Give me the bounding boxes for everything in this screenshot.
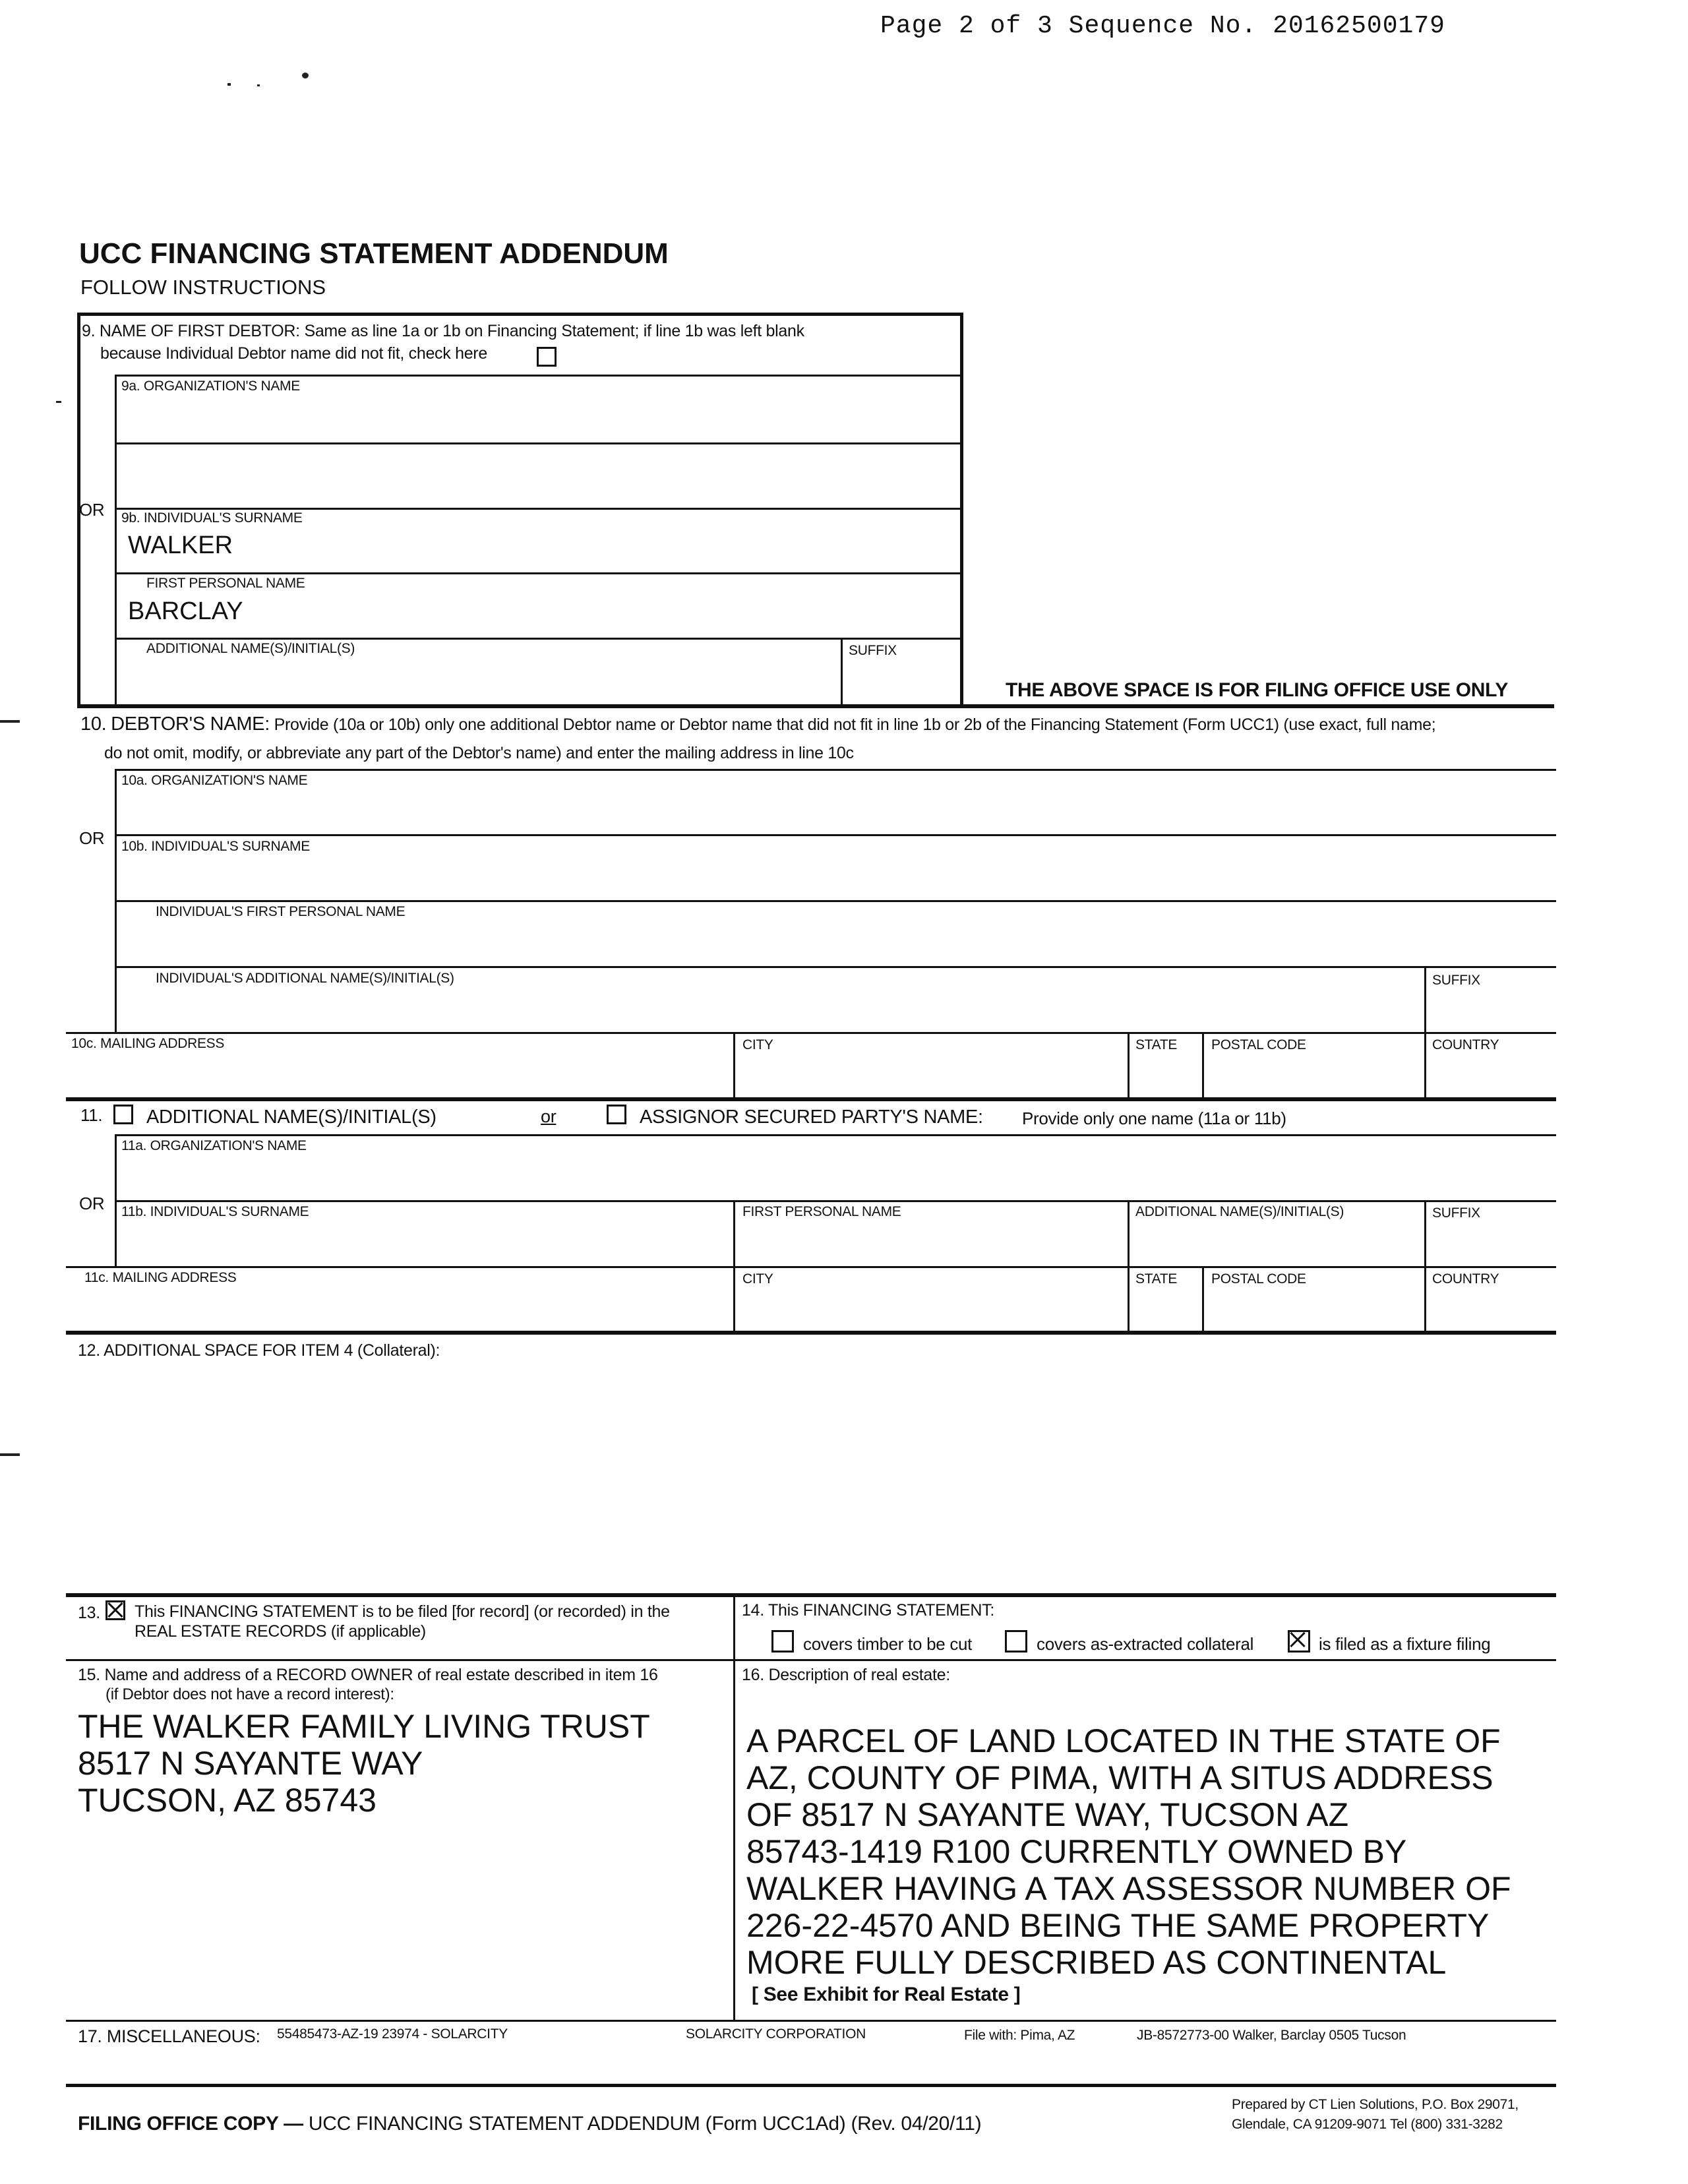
item17-job-reference: JB-8572773-00 Walker, Barclay 0505 Tucson — [1137, 2028, 1406, 2043]
item14-as-extracted-checkbox[interactable] — [1005, 1630, 1027, 1653]
scan-speck — [302, 73, 309, 78]
rule — [115, 900, 1556, 902]
item10-city-label: CITY — [742, 1037, 773, 1052]
item14-fixture-label: is filed as a fixture filing — [1319, 1634, 1491, 1654]
rule — [1128, 1032, 1130, 1098]
item15-label-line1: 15. Name and address of a RECORD OWNER of real estate described in item 16 — [78, 1666, 658, 1684]
item13-real-estate-records-checkbox[interactable] — [106, 1600, 125, 1620]
item11-postal-label: POSTAL CODE — [1211, 1271, 1306, 1287]
footer-prepared-by-line1: Prepared by CT Lien Solutions, P.O. Box 29071, — [1232, 2097, 1519, 2112]
rule — [66, 1097, 1556, 1101]
item10-or: OR — [79, 828, 105, 848]
rule — [733, 1032, 735, 1098]
description-line: AZ, COUNTY OF PIMA, WITH A SITUS ADDRESS — [746, 1759, 1493, 1796]
rule — [66, 2084, 1556, 2087]
description-line: 226-22-4570 AND BEING THE SAME PROPERTY — [746, 1907, 1490, 1944]
owner-line: 8517 N SAYANTE WAY — [78, 1745, 423, 1782]
item9-additional-label: ADDITIONAL NAME(S)/INITIAL(S) — [146, 641, 355, 656]
item9a-label: 9a. ORGANIZATION'S NAME — [121, 379, 300, 394]
scan-speck — [0, 720, 20, 723]
scan-speck — [227, 83, 231, 86]
item9b-label: 9b. INDIVIDUAL'S SURNAME — [121, 510, 303, 526]
page-sequence: Page 2 of 3 Sequence No. 20162500179 — [880, 12, 1445, 40]
item13-line1: This FINANCING STATEMENT is to be filed [for record] (or recorded) in the — [135, 1602, 670, 1621]
item17-reference: 55485473-AZ-19 23974 - SOLARCITY — [277, 2026, 508, 2042]
description-line: MORE FULLY DESCRIBED AS CONTINENTAL — [746, 1944, 1447, 1981]
item11-first-label: FIRST PERSONAL NAME — [742, 1204, 901, 1219]
item10c-label: 10c. MAILING ADDRESS — [71, 1036, 225, 1051]
item11-additional-name-label: ADDITIONAL NAME(S)/INITIAL(S) — [1135, 1204, 1344, 1219]
rule — [66, 1266, 1556, 1268]
item11a-label: 11a. ORGANIZATION'S NAME — [121, 1138, 307, 1153]
item11-or: OR — [79, 1194, 105, 1213]
rule — [115, 966, 1556, 968]
item9-suffix-label: SUFFIX — [849, 643, 897, 658]
item9-heading-line2: because Individual Debtor name did not fit, check here — [100, 344, 487, 363]
item9-name-did-not-fit-checkbox[interactable] — [537, 347, 557, 367]
item10a-label: 10a. ORGANIZATION'S NAME — [121, 773, 308, 788]
rule — [115, 508, 962, 510]
item11-city-label: CITY — [742, 1271, 773, 1287]
item13-number: 13. — [78, 1604, 100, 1622]
item10-postal-label: POSTAL CODE — [1211, 1037, 1306, 1052]
item17-company: SOLARCITY CORPORATION — [686, 2026, 866, 2042]
footer-filing-office-copy: FILING OFFICE COPY — UCC FINANCING STATEMENT ADDENDUM (Form UCC1Ad) (Rev. 04/20/11) — [78, 2113, 982, 2135]
description-line: 85743-1419 R100 CURRENTLY OWNED BY — [746, 1833, 1407, 1870]
item10-first-label: INDIVIDUAL'S FIRST PERSONAL NAME — [156, 904, 406, 919]
rule — [115, 769, 1556, 771]
item11-suffix-label: SUFFIX — [1432, 1205, 1480, 1221]
item9-first-label: FIRST PERSONAL NAME — [146, 576, 305, 591]
item17-file-with: File with: Pima, AZ — [964, 2028, 1075, 2043]
item11-assignor-secured-party-checkbox[interactable] — [607, 1105, 626, 1124]
rule — [66, 1331, 1556, 1335]
owner-line: TUCSON, AZ 85743 — [78, 1782, 377, 1819]
rule — [77, 704, 1554, 708]
rule — [66, 1593, 1556, 1597]
rule — [115, 1200, 1556, 1202]
item10-heading-line2: do not omit, modify, or abbreviate any part of the Debtor's name) and enter the mailing address in line 10c — [104, 744, 854, 762]
item16-exhibit-note: [ See Exhibit for Real Estate ] — [752, 1984, 1021, 2005]
item10-state-label: STATE — [1135, 1037, 1178, 1052]
scan-speck — [56, 401, 61, 403]
item10-additional-label: INDIVIDUAL'S ADDITIONAL NAME(S)/INITIAL(S) — [156, 971, 454, 986]
scan-speck — [0, 1453, 20, 1456]
rule — [115, 638, 962, 640]
rule — [66, 2020, 1556, 2022]
item9-heading: 9. NAME OF FIRST DEBTOR: Same as line 1a or 1b on Financing Statement; if line 1b was left blank — [82, 322, 804, 340]
item11-country-label: COUNTRY — [1432, 1271, 1499, 1287]
rule — [960, 313, 963, 707]
item9b-surname-value[interactable]: WALKER — [128, 531, 233, 559]
description-line: OF 8517 N SAYANTE WAY, TUCSON AZ — [746, 1796, 1349, 1833]
description-line: A PARCEL OF LAND LOCATED IN THE STATE OF — [746, 1722, 1501, 1759]
item10-heading: 10. DEBTOR'S NAME: Provide (10a or 10b) only one additional Debtor name or Debtor name that did not fit in line 1b or 2b of the Financing Statement (Form UCC1) (use exact, full name; — [80, 713, 1436, 735]
item12-label: 12. ADDITIONAL SPACE FOR ITEM 4 (Collateral): — [78, 1341, 440, 1360]
description-line: WALKER HAVING A TAX ASSESSOR NUMBER OF — [746, 1870, 1511, 1907]
item10b-label: 10b. INDIVIDUAL'S SURNAME — [121, 839, 310, 854]
rule — [1202, 1032, 1204, 1098]
item17-label: 17. MISCELLANEOUS: — [78, 2026, 260, 2046]
item11-number: 11. — [80, 1105, 103, 1125]
rule — [841, 638, 843, 707]
item9-first-name-value[interactable]: BARCLAY — [128, 597, 243, 625]
item13-line2: REAL ESTATE RECORDS (if applicable) — [135, 1622, 426, 1641]
item11-provide-note: Provide only one name (11a or 11b) — [1022, 1108, 1286, 1128]
item11c-label: 11c. MAILING ADDRESS — [84, 1270, 237, 1285]
item11-additional-label: ADDITIONAL NAME(S)/INITIAL(S) — [146, 1107, 437, 1128]
item9-or: OR — [79, 500, 105, 520]
footer-prepared-by-line2: Glendale, CA 91209-9071 Tel (800) 331-3282 — [1232, 2117, 1503, 2132]
item14-as-extracted-label: covers as-extracted collateral — [1037, 1634, 1254, 1654]
rule — [733, 1593, 735, 2022]
rule — [66, 1659, 1556, 1661]
item11-state-label: STATE — [1135, 1271, 1178, 1287]
rule — [115, 375, 117, 707]
item11b-label: 11b. INDIVIDUAL'S SURNAME — [121, 1204, 309, 1219]
rule — [115, 834, 1556, 836]
rule — [115, 442, 962, 444]
filing-office-use-note: THE ABOVE SPACE IS FOR FILING OFFICE USE ONLY — [1006, 679, 1509, 701]
scan-speck — [257, 84, 260, 86]
item15-label-line2: (if Debtor does not have a record interest): — [106, 1685, 394, 1703]
item14-timber-checkbox[interactable] — [771, 1630, 794, 1653]
rule — [115, 375, 962, 377]
form-title: UCC FINANCING STATEMENT ADDENDUM — [79, 237, 669, 270]
rule — [66, 1032, 1556, 1034]
rule — [115, 572, 962, 574]
item10-country-label: COUNTRY — [1432, 1037, 1499, 1052]
item14-fixture-filing-checkbox[interactable] — [1288, 1630, 1310, 1653]
item11-assignor-label: ASSIGNOR SECURED PARTY'S NAME: — [640, 1107, 983, 1128]
item14-timber-label: covers timber to be cut — [803, 1634, 973, 1654]
follow-instructions: FOLLOW INSTRUCTIONS — [80, 276, 326, 299]
item10-suffix-label: SUFFIX — [1432, 973, 1480, 988]
item11-additional-secured-party-checkbox[interactable] — [113, 1105, 133, 1124]
rule — [1202, 1266, 1204, 1332]
rule — [77, 313, 963, 316]
owner-line: THE WALKER FAMILY LIVING TRUST — [78, 1708, 650, 1745]
item16-label: 16. Description of real estate: — [742, 1666, 950, 1684]
rule — [115, 1134, 1556, 1136]
item11-or-word: or — [541, 1107, 557, 1126]
item14-label: 14. This FINANCING STATEMENT: — [742, 1601, 995, 1620]
